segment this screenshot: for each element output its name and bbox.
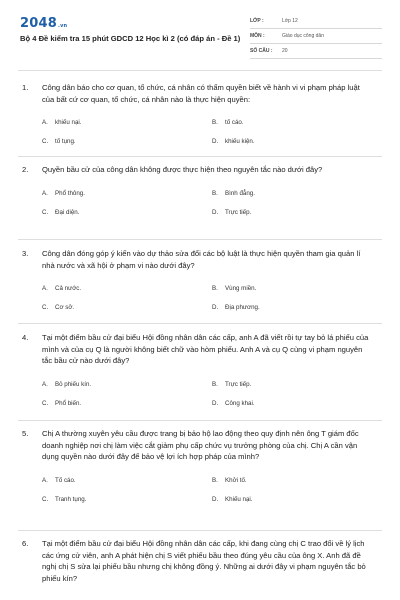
option-letter: C. bbox=[42, 208, 49, 216]
option-text: Bỏ phiếu kín. bbox=[55, 380, 92, 388]
divider bbox=[18, 323, 382, 324]
question-text: Chị A thường xuyên yêu cầu được trang bị bảo hộ lao động theo quy định nên ông T giám đốc doanh nghiệp nơi chị làm việc cắt giảm phụ cấp chức vụ trưởng phòng của chị. Chị A cần vận dụng quyền nào dưới đây để bảo vệ lợi ích hợp pháp của mình? bbox=[42, 429, 359, 461]
logo-text: 2048 bbox=[20, 16, 57, 31]
divider bbox=[18, 420, 382, 421]
question-5 bbox=[22, 428, 374, 503]
option-b[interactable] bbox=[212, 285, 374, 292]
option-text: Phổ thông. bbox=[55, 189, 85, 197]
option-text: Trực tiếp. bbox=[225, 208, 252, 216]
option-text: Trực tiếp. bbox=[225, 380, 252, 388]
option-d[interactable] bbox=[212, 138, 374, 145]
option-text: khiếu kiện. bbox=[225, 138, 255, 145]
option-text: Khiếu nại. bbox=[225, 495, 253, 503]
option-letter: C. bbox=[42, 399, 49, 407]
option-letter: D. bbox=[212, 208, 219, 216]
meta-value: Lớp 12 bbox=[282, 18, 298, 24]
question-text: Tại một điểm bầu cử đại biểu Hội đồng nhân dân các cấp, khi đang cùng chị C trao đổi về lý lịch các ứng cử viên, anh A phát hiện chị S viết phiếu bầu theo đúng yêu cầu của ông X. Anh đã đề nghị chị S sửa lại phiếu bầu nhưng chị không đồng ý. Những ai dưới đây vi phạm nguyên tắc bỏ phiếu kín? bbox=[42, 539, 366, 583]
option-d[interactable] bbox=[212, 209, 374, 216]
option-text: tố cáo. bbox=[225, 119, 244, 126]
option-d[interactable] bbox=[212, 304, 374, 311]
option-letter: B. bbox=[212, 119, 218, 126]
option-c[interactable] bbox=[42, 138, 212, 145]
option-text: Công khai. bbox=[225, 399, 255, 407]
option-c[interactable] bbox=[42, 304, 212, 311]
divider bbox=[18, 239, 382, 240]
option-c[interactable] bbox=[42, 209, 212, 216]
option-letter: B. bbox=[212, 285, 218, 292]
option-text: Bình đẳng. bbox=[225, 189, 255, 197]
option-text: khiếu nại. bbox=[55, 119, 82, 126]
question-4 bbox=[22, 332, 374, 407]
option-letter: D. bbox=[212, 495, 219, 503]
option-letter: A. bbox=[42, 285, 48, 292]
option-text: Phổ biến. bbox=[55, 399, 82, 407]
question-number: 1. bbox=[22, 83, 29, 92]
option-letter: A. bbox=[42, 189, 48, 197]
options bbox=[42, 381, 374, 407]
question-text: Tại một điểm bầu cử đại biểu Hội đồng nhân dân các cấp, anh A đã viết rồi tự tay bỏ lá phiếu của mình và của cụ Q là người không biết chữ vào hòm phiếu. Anh A và cụ Q cùng vi phạm nguyên tắc bầu cử nào dưới đây? bbox=[42, 333, 369, 365]
option-a[interactable] bbox=[42, 381, 212, 388]
question-number: 3. bbox=[22, 249, 29, 258]
meta-label: MÔN : bbox=[250, 33, 265, 39]
option-c[interactable] bbox=[42, 400, 212, 407]
question-number: 4. bbox=[22, 333, 29, 342]
option-text: Đại diện. bbox=[55, 208, 80, 216]
option-letter: C. bbox=[42, 304, 49, 311]
option-text: tố tụng. bbox=[55, 138, 76, 145]
question-number: 5. bbox=[22, 429, 29, 438]
option-text: Cả nước. bbox=[55, 285, 82, 292]
option-a[interactable] bbox=[42, 285, 212, 292]
option-letter: A. bbox=[42, 476, 48, 484]
option-letter: C. bbox=[42, 495, 49, 503]
option-d[interactable] bbox=[212, 400, 374, 407]
logo-suffix: .vn bbox=[57, 23, 68, 29]
option-b[interactable] bbox=[212, 119, 374, 126]
option-letter: D. bbox=[212, 399, 219, 407]
divider bbox=[18, 156, 382, 157]
page-title: Bộ 4 Đề kiểm tra 15 phút GDCD 12 Học kì 2 (có đáp án - Đề 1) bbox=[20, 34, 241, 43]
question-1 bbox=[22, 82, 374, 145]
question-2 bbox=[22, 164, 374, 216]
meta-value: 20 bbox=[282, 48, 288, 54]
question-text: Công dân đóng góp ý kiến vào dự thảo sửa đổi các bộ luật là thực hiện quyền tham gia quản lí nhà nước và xã hội ở phạm vi nào dưới đây? bbox=[42, 249, 361, 270]
option-c[interactable] bbox=[42, 496, 212, 503]
option-letter: B. bbox=[212, 189, 218, 197]
meta-value: Giáo dục công dân bbox=[282, 33, 324, 39]
question-3 bbox=[22, 248, 374, 311]
option-d[interactable] bbox=[212, 496, 374, 503]
meta-row-subject bbox=[250, 29, 382, 44]
options bbox=[42, 285, 374, 311]
option-text: Cơ sở. bbox=[55, 304, 75, 311]
exam-meta bbox=[250, 14, 382, 59]
meta-row-count bbox=[250, 44, 382, 59]
option-letter: B. bbox=[212, 476, 218, 484]
option-a[interactable] bbox=[42, 477, 212, 484]
option-a[interactable] bbox=[42, 119, 212, 126]
options bbox=[42, 119, 374, 145]
question-6 bbox=[22, 538, 374, 584]
divider bbox=[18, 530, 382, 531]
option-text: Vùng miền. bbox=[225, 285, 257, 292]
option-b[interactable] bbox=[212, 477, 374, 484]
question-number: 6. bbox=[22, 539, 29, 548]
option-letter: A. bbox=[42, 380, 48, 388]
option-letter: D. bbox=[212, 304, 219, 311]
option-text: Khởi tố. bbox=[225, 476, 247, 484]
site-logo[interactable] bbox=[20, 16, 67, 31]
option-letter: C. bbox=[42, 138, 49, 145]
options bbox=[42, 477, 374, 503]
question-text: Công dân báo cho cơ quan, tổ chức, cá nhân có thẩm quyền biết về hành vi vi phạm pháp luật của bất cứ cơ quan, tổ chức, cá nhân nào là thực hiện quyền: bbox=[42, 83, 360, 104]
option-letter: A. bbox=[42, 119, 48, 126]
meta-label: LỚP : bbox=[250, 18, 264, 24]
option-a[interactable] bbox=[42, 190, 212, 197]
meta-row-class bbox=[250, 14, 382, 29]
divider bbox=[18, 70, 382, 71]
option-b[interactable] bbox=[212, 381, 374, 388]
option-b[interactable] bbox=[212, 190, 374, 197]
meta-label: SỐ CÂU : bbox=[250, 48, 273, 54]
option-letter: B. bbox=[212, 380, 218, 388]
question-text: Quyền bầu cử của công dân không được thực hiện theo nguyên tắc nào dưới đây? bbox=[42, 165, 323, 174]
option-text: Tranh tụng. bbox=[55, 495, 87, 503]
option-text: Tố cáo. bbox=[55, 476, 76, 484]
option-text: Địa phương. bbox=[225, 304, 260, 311]
option-letter: D. bbox=[212, 138, 219, 145]
options bbox=[42, 190, 374, 216]
question-number: 2. bbox=[22, 165, 29, 174]
